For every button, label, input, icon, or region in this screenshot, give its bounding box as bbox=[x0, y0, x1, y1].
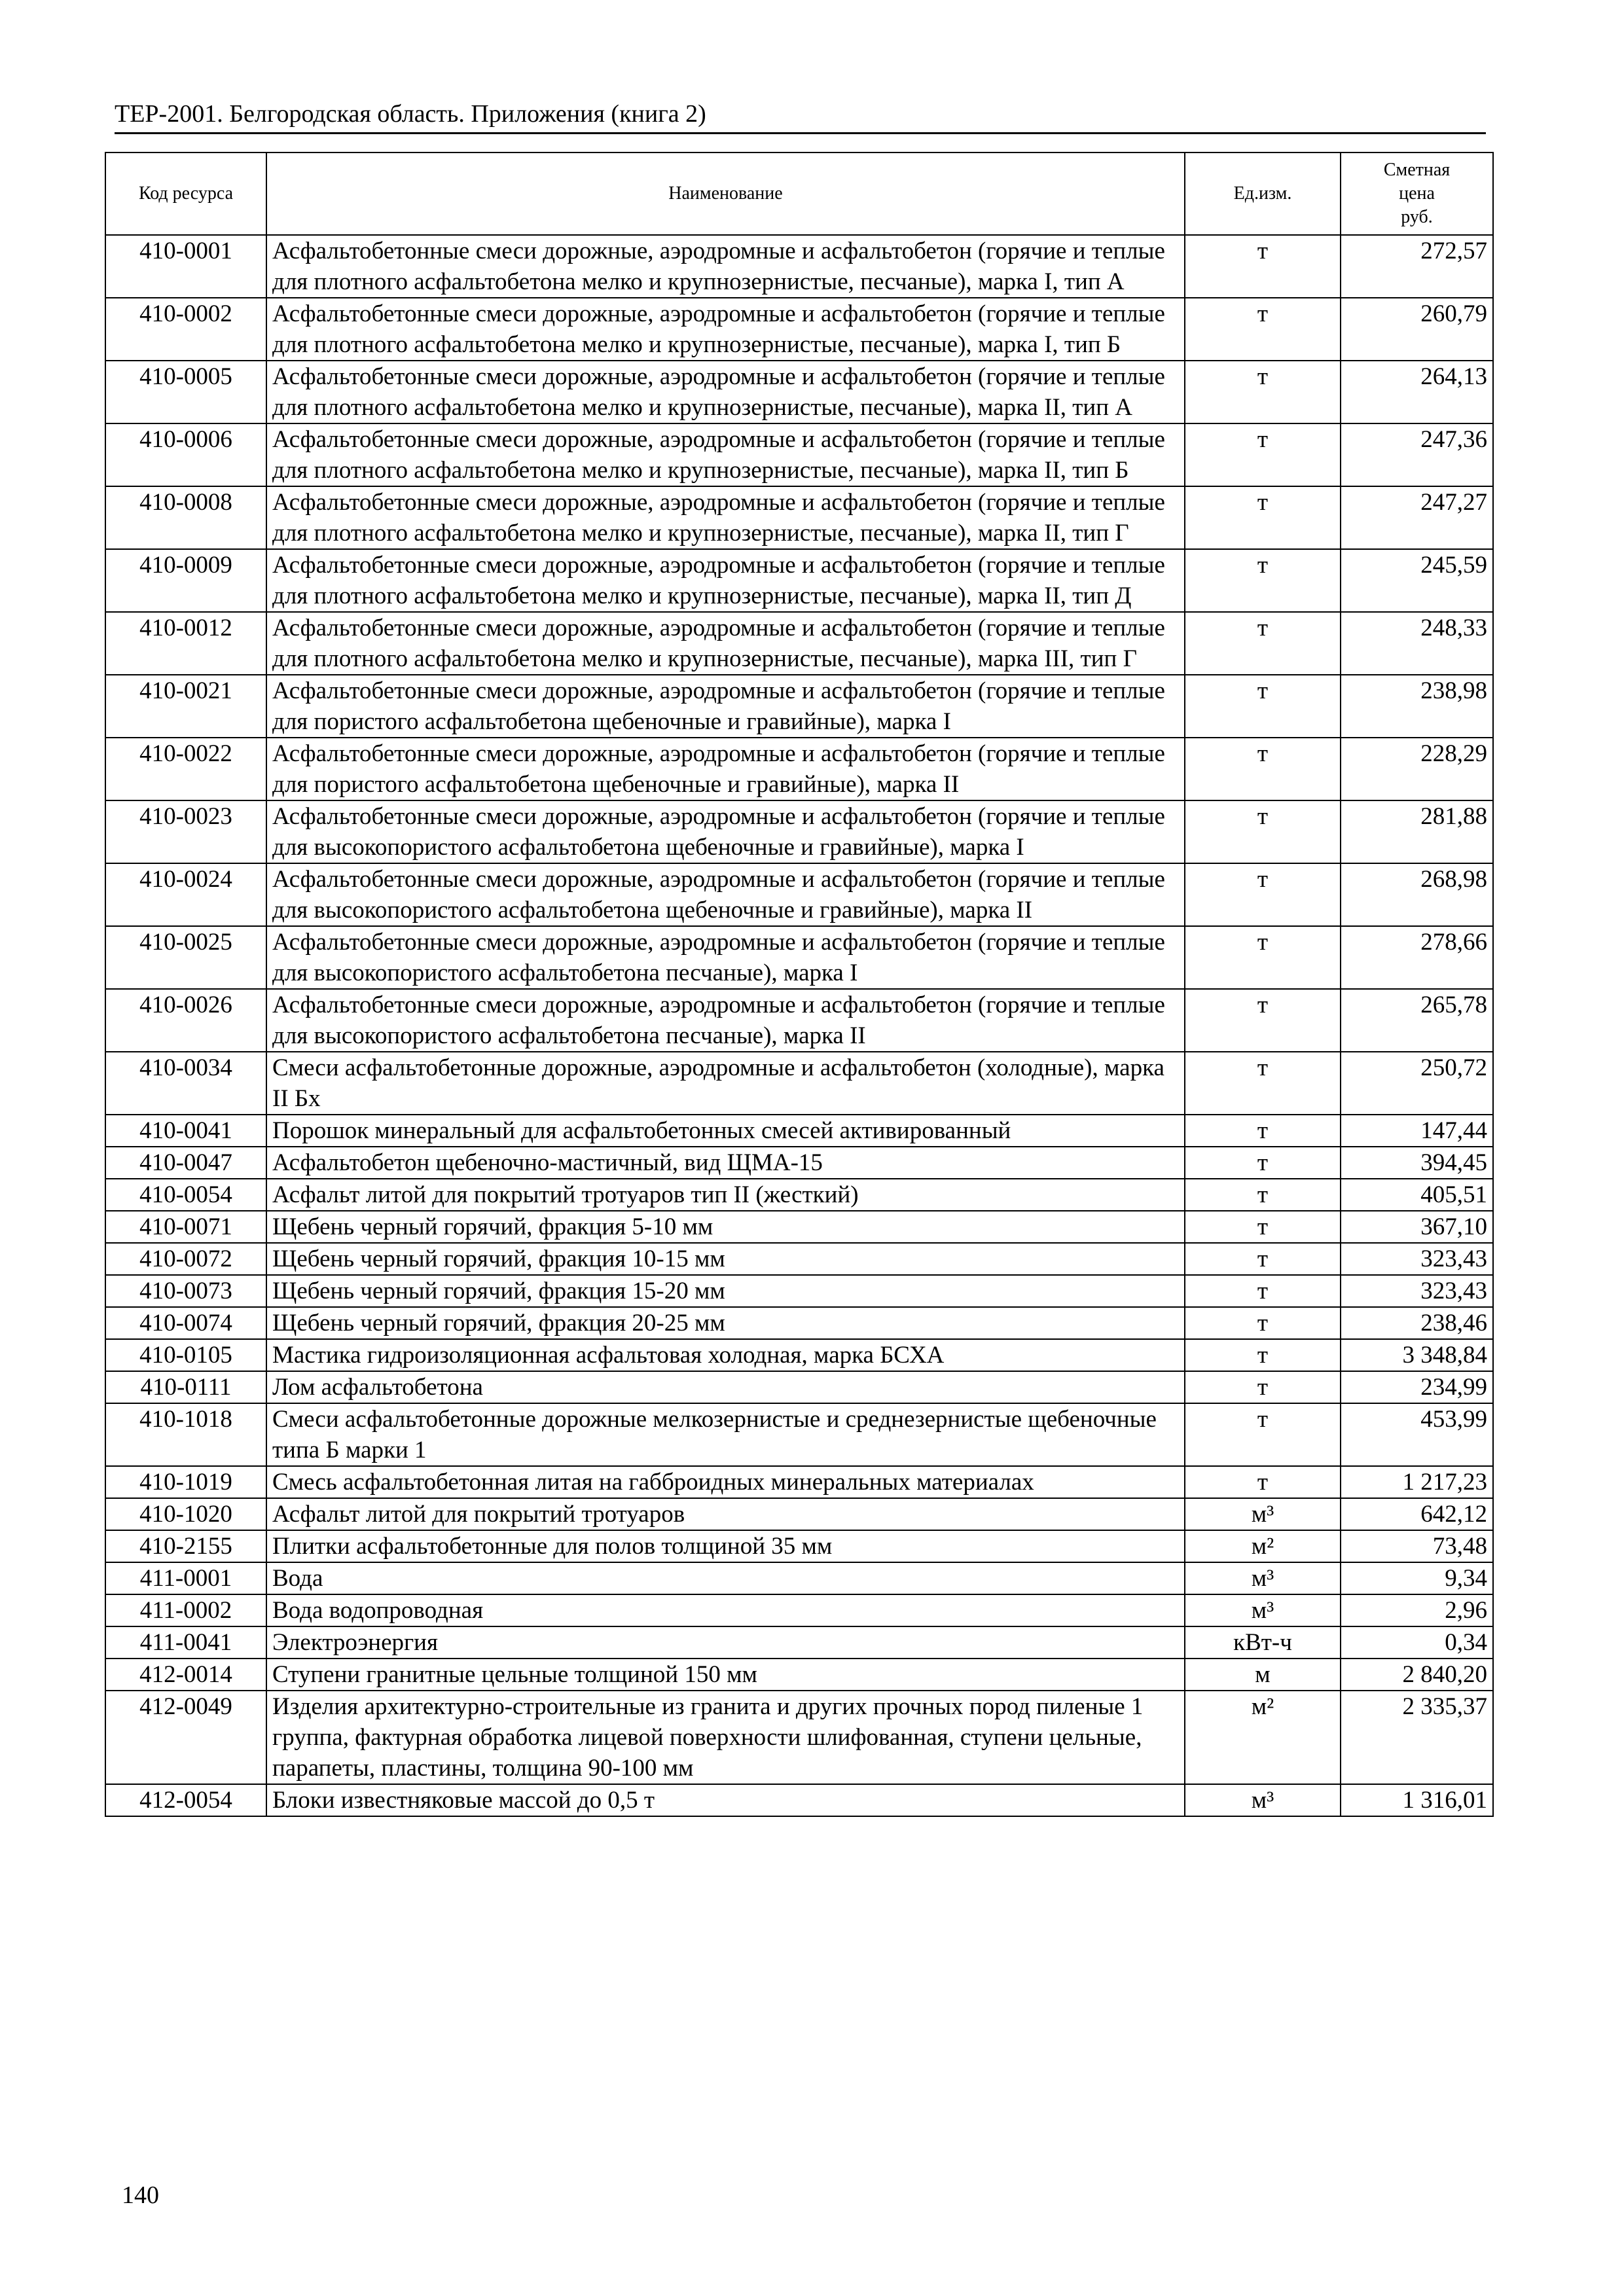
cell-name: Щебень черный горячий, фракция 10-15 мм bbox=[266, 1243, 1185, 1275]
cell-name: Асфальтобетонные смеси дорожные, аэродромные и асфальтобетон (горячие и теплые для пористого асфальтобетона щебеночные и гравийные), марка I bbox=[266, 675, 1185, 738]
table-row bbox=[105, 1115, 1493, 1147]
cell-price: 265,78 bbox=[1341, 989, 1493, 1052]
cell-unit: м² bbox=[1185, 1530, 1341, 1562]
cell-price: 247,36 bbox=[1341, 423, 1493, 486]
table-row bbox=[105, 989, 1493, 1052]
cell-price: 73,48 bbox=[1341, 1530, 1493, 1562]
cell-price: 228,29 bbox=[1341, 738, 1493, 800]
table-row bbox=[105, 675, 1493, 738]
cell-price: 234,99 bbox=[1341, 1371, 1493, 1403]
cell-code: 410-0012 bbox=[105, 612, 266, 675]
table-row bbox=[105, 1243, 1493, 1275]
table-row bbox=[105, 1371, 1493, 1403]
cell-unit: т bbox=[1185, 1307, 1341, 1339]
table-row bbox=[105, 1562, 1493, 1594]
table-row bbox=[105, 361, 1493, 423]
cell-unit: м³ bbox=[1185, 1562, 1341, 1594]
cell-price: 405,51 bbox=[1341, 1179, 1493, 1211]
cell-name: Щебень черный горячий, фракция 20-25 мм bbox=[266, 1307, 1185, 1339]
table-row bbox=[105, 738, 1493, 800]
cell-name: Асфальтобетонные смеси дорожные, аэродромные и асфальтобетон (горячие и теплые для плотного асфальтобетона мелко и крупнозернистые, песчаные), марка II, тип Б bbox=[266, 423, 1185, 486]
table-row bbox=[105, 612, 1493, 675]
table-row bbox=[105, 1403, 1493, 1466]
cell-name: Асфальт литой для покрытий тротуаров тип II (жесткий) bbox=[266, 1179, 1185, 1211]
table-row bbox=[105, 1179, 1493, 1211]
cell-code: 410-0041 bbox=[105, 1115, 266, 1147]
cell-unit: т bbox=[1185, 738, 1341, 800]
column-header-price-line2: цена bbox=[1399, 183, 1435, 204]
table-row bbox=[105, 1784, 1493, 1816]
cell-unit: т bbox=[1185, 612, 1341, 675]
cell-name: Асфальтобетон щебеночно-мастичный, вид ЩМА-15 bbox=[266, 1147, 1185, 1179]
cell-unit: т bbox=[1185, 235, 1341, 298]
table-row bbox=[105, 1691, 1493, 1784]
cell-code: 410-0006 bbox=[105, 423, 266, 486]
cell-code: 412-0014 bbox=[105, 1659, 266, 1691]
cell-name: Асфальтобетонные смеси дорожные, аэродромные и асфальтобетон (горячие и теплые для плотного асфальтобетона мелко и крупнозернистые, песчаные), марка II, тип А bbox=[266, 361, 1185, 423]
cell-name: Мастика гидроизоляционная асфальтовая холодная, марка БСХА bbox=[266, 1339, 1185, 1371]
cell-code: 410-0072 bbox=[105, 1243, 266, 1275]
cell-code: 410-0047 bbox=[105, 1147, 266, 1179]
cell-price: 9,34 bbox=[1341, 1562, 1493, 1594]
cell-name: Порошок минеральный для асфальтобетонных смесей активированный bbox=[266, 1115, 1185, 1147]
cell-name: Электроэнергия bbox=[266, 1626, 1185, 1659]
table-row bbox=[105, 1339, 1493, 1371]
cell-price: 3 348,84 bbox=[1341, 1339, 1493, 1371]
cell-name: Асфальтобетонные смеси дорожные, аэродромные и асфальтобетон (горячие и теплые для высокопористого асфальтобетона щебеночные и гравийные), марка II bbox=[266, 863, 1185, 926]
cell-price: 2,96 bbox=[1341, 1594, 1493, 1626]
table-row bbox=[105, 926, 1493, 989]
cell-unit: т bbox=[1185, 675, 1341, 738]
cell-code: 410-0074 bbox=[105, 1307, 266, 1339]
cell-code: 410-1018 bbox=[105, 1403, 266, 1466]
cell-name: Асфальтобетонные смеси дорожные, аэродромные и асфальтобетон (горячие и теплые для высокопористого асфальтобетона песчаные), марка II bbox=[266, 989, 1185, 1052]
table-row bbox=[105, 1530, 1493, 1562]
column-header-price-line1: Сметная bbox=[1383, 160, 1451, 180]
cell-price: 248,33 bbox=[1341, 612, 1493, 675]
cell-unit: т bbox=[1185, 863, 1341, 926]
page-number: 140 bbox=[122, 2181, 159, 2209]
cell-name: Вода bbox=[266, 1562, 1185, 1594]
cell-name: Смесь асфальтобетонная литая на габброидных минеральных материалах bbox=[266, 1466, 1185, 1498]
cell-name: Асфальтобетонные смеси дорожные, аэродромные и асфальтобетон (горячие и теплые для пористого асфальтобетона щебеночные и гравийные), марка II bbox=[266, 738, 1185, 800]
cell-price: 268,98 bbox=[1341, 863, 1493, 926]
cell-price: 367,10 bbox=[1341, 1211, 1493, 1243]
column-header-code: Код ресурса bbox=[105, 152, 266, 235]
table-row bbox=[105, 298, 1493, 361]
cell-code: 411-0002 bbox=[105, 1594, 266, 1626]
cell-price: 281,88 bbox=[1341, 800, 1493, 863]
cell-price: 238,98 bbox=[1341, 675, 1493, 738]
cell-unit: м bbox=[1185, 1659, 1341, 1691]
table-row bbox=[105, 1307, 1493, 1339]
cell-price: 264,13 bbox=[1341, 361, 1493, 423]
cell-unit: кВт-ч bbox=[1185, 1626, 1341, 1659]
table-row bbox=[105, 1626, 1493, 1659]
page-header bbox=[115, 98, 1486, 134]
cell-name: Асфальтобетонные смеси дорожные, аэродромные и асфальтобетон (горячие и теплые для плотного асфальтобетона мелко и крупнозернистые, песчаные), марка I, тип Б bbox=[266, 298, 1185, 361]
cell-code: 410-0026 bbox=[105, 989, 266, 1052]
cell-price: 247,27 bbox=[1341, 486, 1493, 549]
cell-code: 410-0001 bbox=[105, 235, 266, 298]
table-row bbox=[105, 1275, 1493, 1307]
cell-code: 410-0005 bbox=[105, 361, 266, 423]
cell-unit: т bbox=[1185, 423, 1341, 486]
cell-code: 410-0054 bbox=[105, 1179, 266, 1211]
cell-name: Щебень черный горячий, фракция 5-10 мм bbox=[266, 1211, 1185, 1243]
cell-name: Смеси асфальтобетонные дорожные мелкозернистые и среднезернистые щебеночные типа Б марки 1 bbox=[266, 1403, 1185, 1466]
column-header-price-line3: руб. bbox=[1401, 207, 1433, 227]
cell-name: Асфальтобетонные смеси дорожные, аэродромные и асфальтобетон (горячие и теплые для плотного асфальтобетона мелко и крупнозернистые, песчаные), марка II, тип Г bbox=[266, 486, 1185, 549]
table-row bbox=[105, 549, 1493, 612]
cell-price: 250,72 bbox=[1341, 1052, 1493, 1115]
column-header-unit: Ед.изм. bbox=[1185, 152, 1341, 235]
cell-unit: т bbox=[1185, 361, 1341, 423]
cell-code: 410-0025 bbox=[105, 926, 266, 989]
cell-code: 410-0022 bbox=[105, 738, 266, 800]
cell-price: 272,57 bbox=[1341, 235, 1493, 298]
table-row bbox=[105, 1211, 1493, 1243]
cell-price: 238,46 bbox=[1341, 1307, 1493, 1339]
cell-price: 1 217,23 bbox=[1341, 1466, 1493, 1498]
table-body bbox=[105, 235, 1493, 1816]
cell-price: 642,12 bbox=[1341, 1498, 1493, 1530]
cell-unit: т bbox=[1185, 989, 1341, 1052]
table-row bbox=[105, 1594, 1493, 1626]
cell-name: Блоки известняковые массой до 0,5 т bbox=[266, 1784, 1185, 1816]
cell-name: Асфальт литой для покрытий тротуаров bbox=[266, 1498, 1185, 1530]
cell-price: 323,43 bbox=[1341, 1243, 1493, 1275]
cell-unit: м³ bbox=[1185, 1784, 1341, 1816]
cell-unit: м² bbox=[1185, 1691, 1341, 1784]
cell-unit: т bbox=[1185, 1115, 1341, 1147]
cell-unit: м³ bbox=[1185, 1498, 1341, 1530]
cell-code: 410-0002 bbox=[105, 298, 266, 361]
cell-code: 410-0008 bbox=[105, 486, 266, 549]
cell-name: Смеси асфальтобетонные дорожные, аэродромные и асфальтобетон (холодные), марка II Бх bbox=[266, 1052, 1185, 1115]
cell-code: 410-0009 bbox=[105, 549, 266, 612]
cell-unit: т bbox=[1185, 1211, 1341, 1243]
cell-price: 245,59 bbox=[1341, 549, 1493, 612]
cell-code: 410-0105 bbox=[105, 1339, 266, 1371]
column-header-price bbox=[1341, 152, 1493, 235]
table-row bbox=[105, 1659, 1493, 1691]
cell-code: 412-0049 bbox=[105, 1691, 266, 1784]
document-title: ТЕР-2001. Белгородская область. Приложения (книга 2) bbox=[115, 100, 706, 128]
cell-price: 147,44 bbox=[1341, 1115, 1493, 1147]
cell-name: Лом асфальтобетона bbox=[266, 1371, 1185, 1403]
cell-name: Асфальтобетонные смеси дорожные, аэродромные и асфальтобетон (горячие и теплые для высокопористого асфальтобетона песчаные), марка I bbox=[266, 926, 1185, 989]
cell-unit: т bbox=[1185, 298, 1341, 361]
cell-name: Изделия архитектурно-строительные из гранита и других прочных пород пиленые 1 группа, фактурная обработка лицевой поверхности шлифованная, ступени цельные, парапеты, пластины, толщина 90-100 мм bbox=[266, 1691, 1185, 1784]
table-row bbox=[105, 423, 1493, 486]
cell-unit: т bbox=[1185, 1179, 1341, 1211]
cell-unit: т bbox=[1185, 800, 1341, 863]
cell-name: Асфальтобетонные смеси дорожные, аэродромные и асфальтобетон (горячие и теплые для плотного асфальтобетона мелко и крупнозернистые, песчаные), марка I, тип А bbox=[266, 235, 1185, 298]
cell-unit: т bbox=[1185, 926, 1341, 989]
cell-unit: т bbox=[1185, 549, 1341, 612]
cell-unit: т bbox=[1185, 1403, 1341, 1466]
cell-unit: т bbox=[1185, 1275, 1341, 1307]
cell-unit: т bbox=[1185, 1371, 1341, 1403]
table-row bbox=[105, 1466, 1493, 1498]
cell-code: 410-0071 bbox=[105, 1211, 266, 1243]
table-row bbox=[105, 1147, 1493, 1179]
cell-code: 410-0034 bbox=[105, 1052, 266, 1115]
cell-code: 410-1019 bbox=[105, 1466, 266, 1498]
cell-code: 410-0073 bbox=[105, 1275, 266, 1307]
cell-code: 410-0111 bbox=[105, 1371, 266, 1403]
cell-name: Ступени гранитные цельные толщиной 150 мм bbox=[266, 1659, 1185, 1691]
cell-name: Асфальтобетонные смеси дорожные, аэродромные и асфальтобетон (горячие и теплые для плотного асфальтобетона мелко и крупнозернистые, песчаные), марка II, тип Д bbox=[266, 549, 1185, 612]
cell-price: 2 335,37 bbox=[1341, 1691, 1493, 1784]
cell-name: Асфальтобетонные смеси дорожные, аэродромные и асфальтобетон (горячие и теплые для плотного асфальтобетона мелко и крупнозернистые, песчаные), марка III, тип Г bbox=[266, 612, 1185, 675]
cell-code: 410-0021 bbox=[105, 675, 266, 738]
table-row bbox=[105, 863, 1493, 926]
cell-price: 0,34 bbox=[1341, 1626, 1493, 1659]
cell-unit: т bbox=[1185, 1466, 1341, 1498]
cell-name: Плитки асфальтобетонные для полов толщиной 35 мм bbox=[266, 1530, 1185, 1562]
table-header-row bbox=[105, 152, 1493, 235]
cell-unit: т bbox=[1185, 1243, 1341, 1275]
table-row bbox=[105, 235, 1493, 298]
resource-price-table bbox=[105, 152, 1494, 1817]
table-row bbox=[105, 800, 1493, 863]
cell-code: 411-0001 bbox=[105, 1562, 266, 1594]
cell-code: 410-2155 bbox=[105, 1530, 266, 1562]
table-row bbox=[105, 486, 1493, 549]
cell-code: 410-1020 bbox=[105, 1498, 266, 1530]
cell-name: Асфальтобетонные смеси дорожные, аэродромные и асфальтобетон (горячие и теплые для высокопористого асфальтобетона щебеночные и гравийные), марка I bbox=[266, 800, 1185, 863]
cell-price: 394,45 bbox=[1341, 1147, 1493, 1179]
cell-unit: м³ bbox=[1185, 1594, 1341, 1626]
cell-unit: т bbox=[1185, 1052, 1341, 1115]
table-row bbox=[105, 1052, 1493, 1115]
cell-unit: т bbox=[1185, 1147, 1341, 1179]
column-header-name: Наименование bbox=[266, 152, 1185, 235]
cell-code: 410-0024 bbox=[105, 863, 266, 926]
cell-name: Щебень черный горячий, фракция 15-20 мм bbox=[266, 1275, 1185, 1307]
cell-name: Вода водопроводная bbox=[266, 1594, 1185, 1626]
cell-price: 278,66 bbox=[1341, 926, 1493, 989]
cell-code: 412-0054 bbox=[105, 1784, 266, 1816]
cell-price: 323,43 bbox=[1341, 1275, 1493, 1307]
cell-unit: т bbox=[1185, 486, 1341, 549]
cell-price: 453,99 bbox=[1341, 1403, 1493, 1466]
cell-price: 260,79 bbox=[1341, 298, 1493, 361]
cell-code: 410-0023 bbox=[105, 800, 266, 863]
cell-price: 2 840,20 bbox=[1341, 1659, 1493, 1691]
table-row bbox=[105, 1498, 1493, 1530]
cell-unit: т bbox=[1185, 1339, 1341, 1371]
cell-price: 1 316,01 bbox=[1341, 1784, 1493, 1816]
cell-code: 411-0041 bbox=[105, 1626, 266, 1659]
